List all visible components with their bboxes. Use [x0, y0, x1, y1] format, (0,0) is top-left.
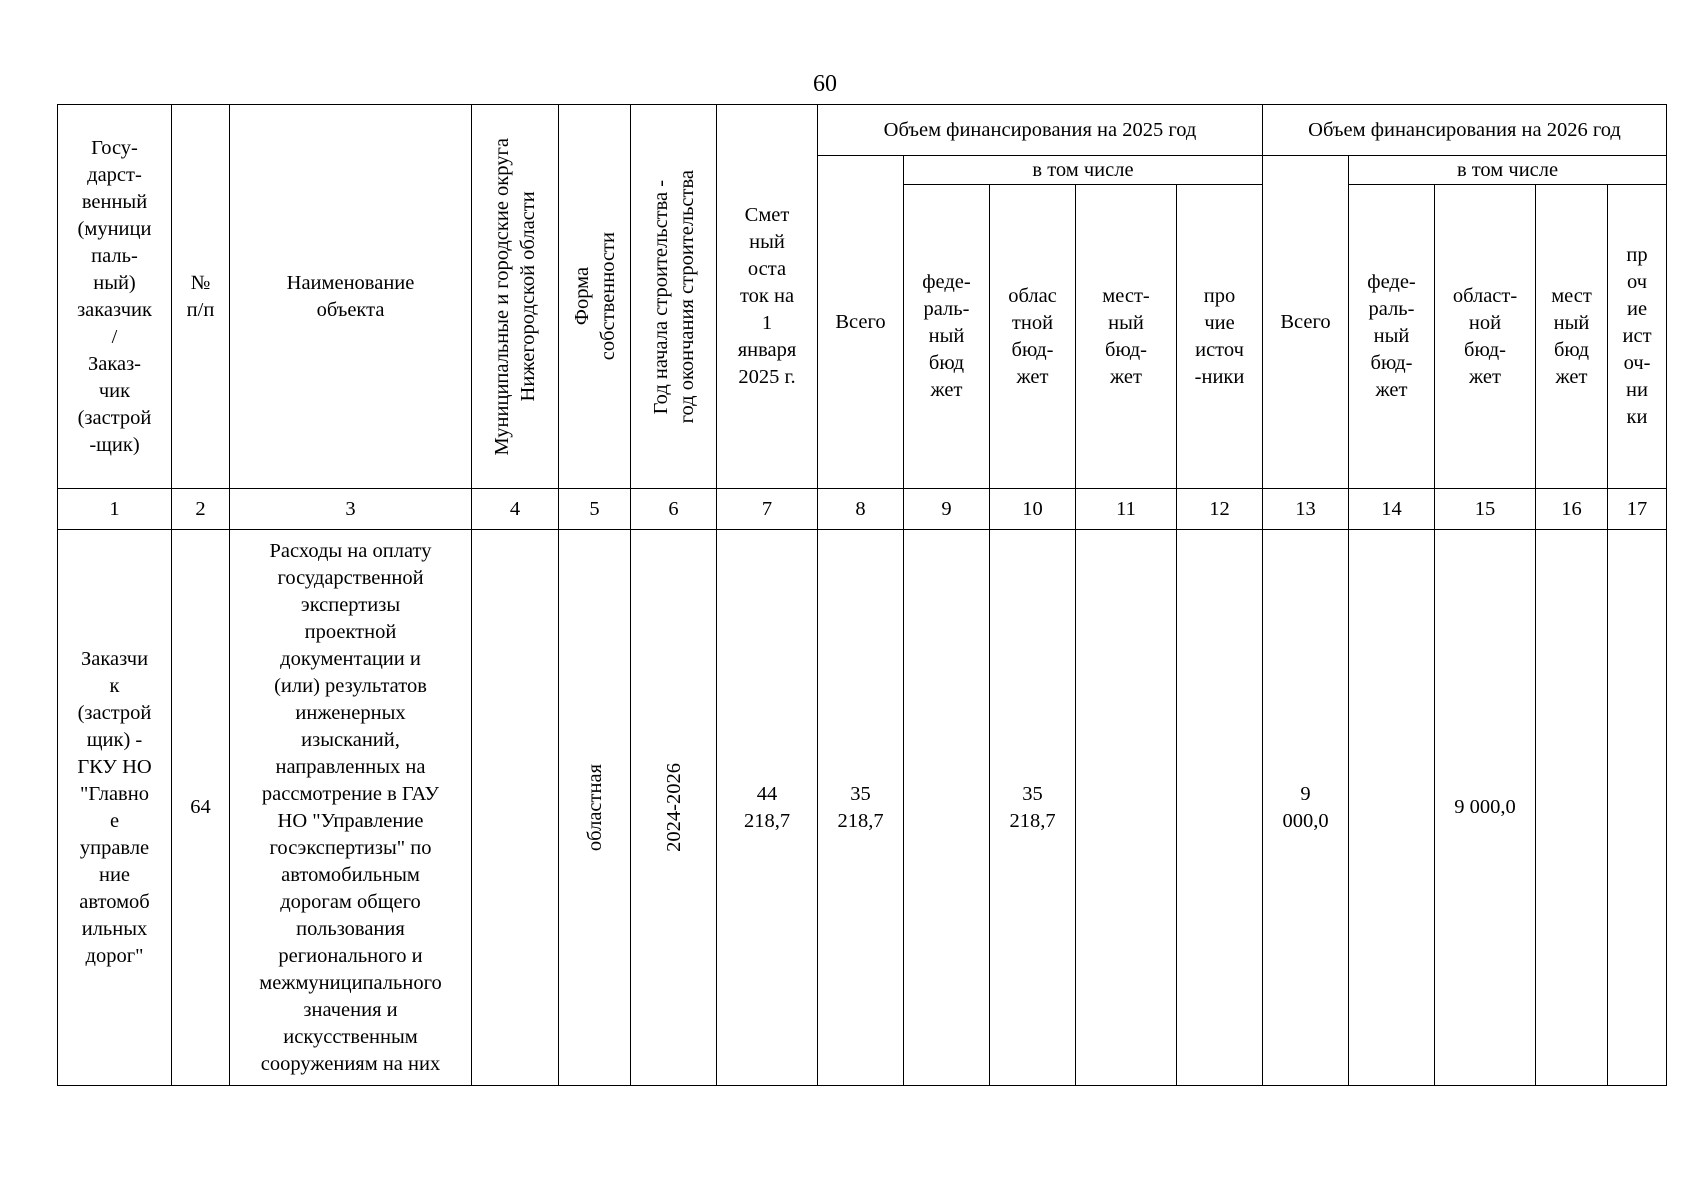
cell-regional-2026: 9 000,0	[1435, 530, 1536, 1086]
cell-customer: Заказчи к (застрой щик) - ГКУ НО "Главно е управле ние автомоб ильных дорог"	[58, 530, 172, 1086]
cell-municipality	[472, 530, 559, 1086]
header-object-name: Наименование объекта	[230, 105, 472, 489]
header-num: № п/п	[172, 105, 230, 489]
cell-other-2026	[1608, 530, 1667, 1086]
column-number: 8	[818, 489, 904, 530]
header-years: Год начала строительства - год окончания строительства	[631, 105, 717, 489]
column-number: 16	[1536, 489, 1608, 530]
cell-federal-2026	[1349, 530, 1435, 1086]
cell-total-2026: 9 000,0	[1263, 530, 1349, 1086]
header-row-1	[58, 105, 1667, 156]
column-number: 6	[631, 489, 717, 530]
cell-regional-2025: 35 218,7	[990, 530, 1076, 1086]
header-local-2025: мест- ный бюд- жет	[1076, 185, 1177, 489]
column-number: 13	[1263, 489, 1349, 530]
financing-table	[57, 104, 1667, 1086]
column-number-row	[58, 489, 1667, 530]
column-number: 17	[1608, 489, 1667, 530]
cell-years: 2024-2026	[631, 530, 717, 1086]
column-number: 10	[990, 489, 1076, 530]
header-customer: Госу- дарст- венный (муници паль- ный) заказчик / Заказ- чик (застрой -щик)	[58, 105, 172, 489]
column-number: 5	[559, 489, 631, 530]
header-other-2026: пр оч ие ист оч- ни ки	[1608, 185, 1667, 489]
cell-object-name: Расходы на оплату государственной экспертизы проектной документации и (или) результатов инженерных изысканий, направленных на рассмотрение в ГАУ НО "Управление госэкспертизы" по автомобильным дорогам общего пользования регионального и межмуниципального значения и искусственным сооружениям на них	[230, 530, 472, 1086]
header-regional-2026: област- ной бюд- жет	[1435, 185, 1536, 489]
header-other-2025: про чие источ -ники	[1177, 185, 1263, 489]
cell-other-2025	[1177, 530, 1263, 1086]
column-number: 12	[1177, 489, 1263, 530]
cell-federal-2025	[904, 530, 990, 1086]
cell-total-2025: 35 218,7	[818, 530, 904, 1086]
column-number: 4	[472, 489, 559, 530]
column-number: 3	[230, 489, 472, 530]
column-number: 11	[1076, 489, 1177, 530]
header-ownership: Форма собственности	[559, 105, 631, 489]
header-municipality: Муниципальные и городские округа Нижегородской области	[472, 105, 559, 489]
column-number: 1	[58, 489, 172, 530]
cell-num: 64	[172, 530, 230, 1086]
cell-ownership: областная	[559, 530, 631, 1086]
cell-local-2026	[1536, 530, 1608, 1086]
header-funding-2025: Объем финансирования на 2025 год	[818, 105, 1263, 156]
column-number: 2	[172, 489, 230, 530]
header-including-2026: в том числе	[1349, 156, 1667, 185]
page-number: 60	[813, 71, 837, 97]
cell-estimate-balance: 44 218,7	[717, 530, 818, 1086]
header-estimate-balance: Смет ный оста ток на 1 января 2025 г.	[717, 105, 818, 489]
header-total-2026: Всего	[1263, 156, 1349, 489]
header-federal-2025: феде- раль- ный бюд жет	[904, 185, 990, 489]
header-total-2025: Всего	[818, 156, 904, 489]
column-number: 9	[904, 489, 990, 530]
table-row	[58, 530, 1667, 1086]
column-number: 15	[1435, 489, 1536, 530]
header-local-2026: мест ный бюд жет	[1536, 185, 1608, 489]
header-regional-2025: облас тной бюд- жет	[990, 185, 1076, 489]
cell-local-2025	[1076, 530, 1177, 1086]
column-number: 14	[1349, 489, 1435, 530]
column-number: 7	[717, 489, 818, 530]
header-funding-2026: Объем финансирования на 2026 год	[1263, 105, 1667, 156]
header-including-2025: в том числе	[904, 156, 1263, 185]
header-federal-2026: феде- раль- ный бюд- жет	[1349, 185, 1435, 489]
